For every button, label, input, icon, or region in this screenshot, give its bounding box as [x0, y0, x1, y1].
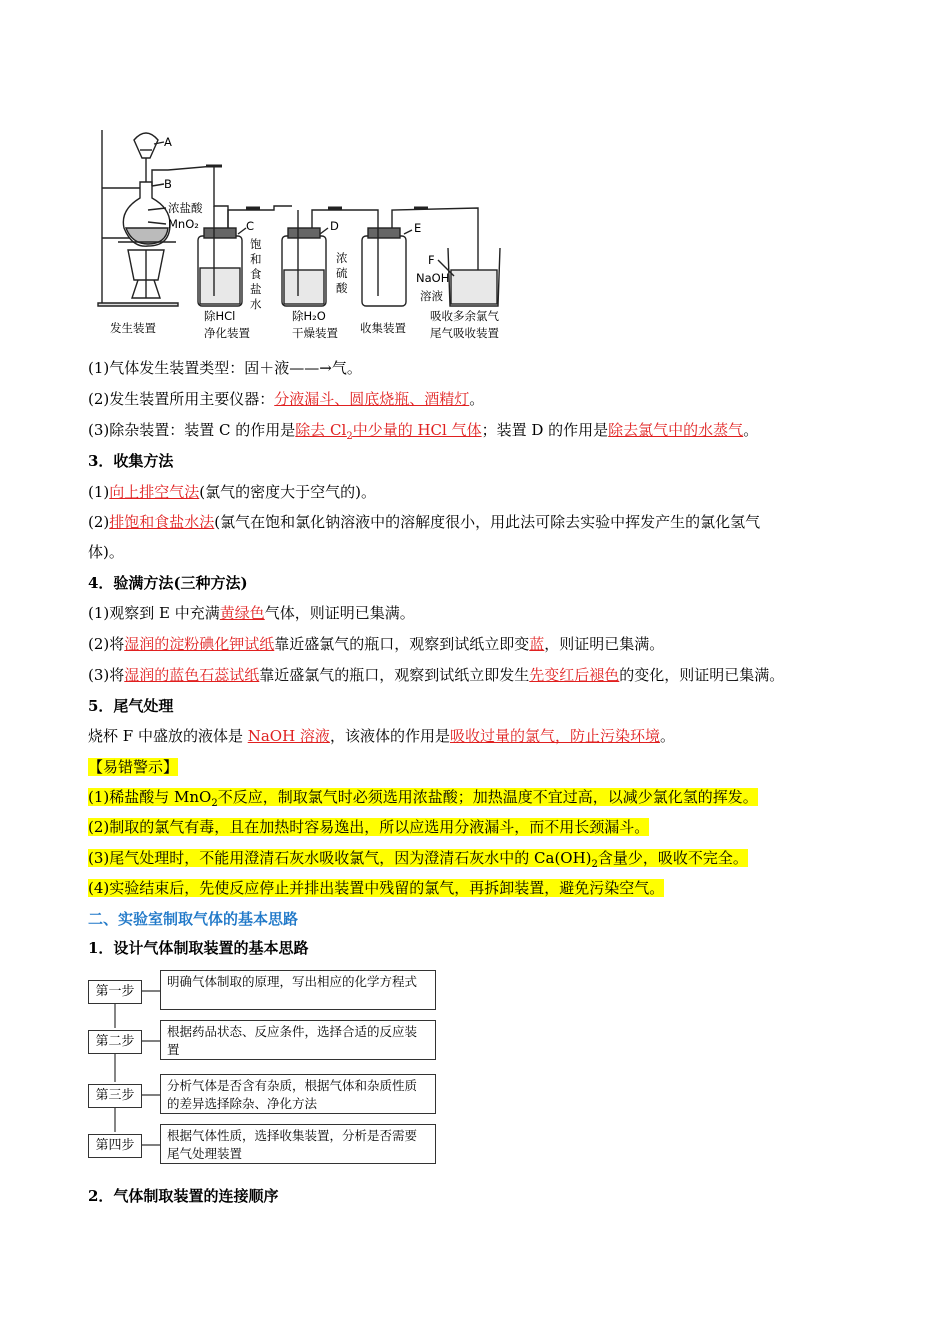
label-f: F — [428, 253, 435, 267]
label-solution: 溶液 — [420, 289, 443, 303]
sub-1-title: 1．设计气体制取装置的基本思路 — [88, 939, 309, 957]
v3-mid: 靠近盛氯气的瓶口，观察到试纸立即发生 — [259, 666, 530, 684]
v3-prefix: (3)将 — [88, 666, 125, 684]
t1-answer2: 吸收过量的氯气，防止污染环境 — [449, 727, 660, 745]
q1-line — [88, 358, 362, 378]
v2-line — [88, 634, 664, 654]
section-5-title: 5．尾气处理 — [88, 697, 174, 715]
c2-line — [88, 512, 760, 532]
caption-gen: 发生装置 — [110, 321, 156, 335]
flow-step-2: 第二步 — [88, 1030, 142, 1054]
warning-2: (2)制取的氯气有毒，且在加热时容易逸出，所以应选用分液漏斗，而不用长颈漏斗。 — [88, 818, 650, 836]
warning-title: 【易错警示】 — [88, 758, 179, 776]
label-sat-5: 水 — [250, 297, 262, 311]
label-h2so4-1: 浓 — [336, 251, 348, 265]
q3-answer1a: 除去 Cl — [295, 421, 347, 439]
q3-prefix: (3)除杂装置：装置 C 的作用是 — [88, 421, 296, 439]
caption-remove-hcl: 除HCl — [204, 309, 236, 323]
label-naoh: NaOH — [416, 271, 450, 285]
q3-line — [88, 420, 758, 447]
t1-answer1: NaOH 溶液 — [247, 727, 330, 745]
q3-answer2: 除去氯气中的水蒸气 — [608, 421, 744, 439]
t1-prefix: 烧杯 F 中盛放的液体是 — [88, 727, 248, 745]
q3-answer1b: 中少量的 HCl 气体 — [352, 421, 482, 439]
t1-mid: ，该液体的作用是 — [329, 727, 450, 745]
section-3-title: 3．收集方法 — [88, 452, 174, 470]
label-h2so4-3: 酸 — [336, 281, 348, 295]
c1-suffix: (氯气的密度大于空气的)。 — [199, 483, 376, 501]
label-d: D — [330, 219, 339, 233]
warning-1sub: 2 — [211, 798, 218, 809]
label-sat-1: 饱 — [250, 237, 262, 251]
label-mno2: MnO₂ — [168, 217, 199, 231]
warning-1b: 不反应，制取氯气时必须选用浓盐酸；加热温度不宜过高，以减少氯化氢的挥发。 — [217, 788, 758, 806]
t1-suffix: 。 — [659, 727, 675, 745]
section-4-title: 4．验满方法(三种方法) — [88, 574, 248, 592]
v2-prefix: (2)将 — [88, 635, 125, 653]
flow-desc-4: 根据气体性质，选择收集装置，分析是否需要尾气处理装置 — [160, 1124, 436, 1164]
v2-answer1: 湿润的淀粉碘化钾试纸 — [124, 635, 275, 653]
c2-suffix: (氯气在饱和氯化钠溶液中的溶解度很小，用此法可除去实验中挥发产生的氯化氢气 — [214, 513, 761, 531]
t1-line — [88, 726, 675, 746]
warning-1a: (1)稀盐酸与 MnO — [88, 788, 212, 806]
warning-4-line — [88, 878, 664, 898]
v1-line — [88, 603, 415, 623]
label-conc-hcl: 浓盐酸 — [168, 201, 203, 215]
v3-answer1: 湿润的蓝色石蕊试纸 — [124, 666, 260, 684]
c1-line — [88, 482, 376, 502]
label-e: E — [414, 221, 422, 235]
caption-absorb: 吸收多余氯气 — [430, 309, 499, 323]
q3-mid: ；装置 D 的作用是 — [481, 421, 609, 439]
c2-cont: 体)。 — [88, 543, 124, 561]
v3-suffix: 的变化，则证明已集满。 — [619, 666, 785, 684]
warning-1-line — [88, 787, 758, 814]
v3-line — [88, 665, 784, 685]
v1-prefix: (1)观察到 E 中充满 — [88, 604, 220, 622]
caption-purify: 净化装置 — [204, 326, 250, 340]
c2-prefix: (2) — [88, 513, 110, 531]
c1-answer: 向上排空气法 — [109, 483, 200, 501]
sub-2-title: 2．气体制取装置的连接顺序 — [88, 1187, 279, 1205]
warning-3b: 含量少，吸收不完全。 — [597, 849, 748, 867]
caption-remove-h2o: 除H₂O — [292, 309, 326, 323]
warning-3sub: 2 — [591, 859, 598, 870]
v1-suffix: 气体，则证明已集满。 — [264, 604, 415, 622]
label-c: C — [246, 219, 255, 233]
label-sat-2: 和 — [250, 252, 262, 266]
q1-suffix: 气。 — [331, 359, 362, 377]
c2-answer: 排饱和食盐水法 — [109, 513, 215, 531]
caption-collect: 收集装置 — [360, 321, 406, 335]
flow-step-1: 第一步 — [88, 980, 142, 1004]
warning-title-line — [88, 757, 178, 777]
warning-3-line — [88, 848, 748, 875]
label-a: A — [164, 135, 172, 149]
section-2-title: 二、实验室制取气体的基本思路 — [88, 910, 299, 928]
q1-prefix: (1)气体发生装置类型：固＋液 — [88, 359, 290, 377]
q1-arrow: ——→ — [289, 359, 332, 377]
design-flow-diagram — [88, 966, 448, 1176]
label-sat-3: 食 — [250, 267, 262, 281]
q2-suffix: 。 — [469, 390, 485, 408]
v2-suffix: ，则证明已集满。 — [544, 635, 665, 653]
warning-4: (4)实验结束后，先使反应停止并排出装置中残留的氯气，再拆卸装置，避免污染空气。 — [88, 879, 665, 897]
q3-answer1sub: 2 — [346, 431, 353, 442]
flow-desc-1: 明确气体制取的原理，写出相应的化学方程式 — [160, 970, 436, 1010]
caption-dry: 干燥装置 — [292, 326, 338, 340]
caption-tail: 尾气吸收装置 — [430, 326, 499, 340]
label-b: B — [164, 177, 172, 191]
v2-answer2: 蓝 — [529, 635, 545, 653]
q2-prefix: (2)发生装置所用主要仪器： — [88, 390, 275, 408]
warning-2-line — [88, 817, 649, 837]
flow-desc-3: 分析气体是否含有杂质，根据气体和杂质性质的差异选择除杂、净化方法 — [160, 1074, 436, 1114]
q2-answer: 分液漏斗、圆底烧瓶、酒精灯 — [274, 390, 470, 408]
c1-prefix: (1) — [88, 483, 110, 501]
apparatus-figure — [88, 120, 528, 350]
v1-answer: 黄绿色 — [219, 604, 265, 622]
flow-step-4: 第四步 — [88, 1134, 142, 1158]
label-sat-4: 盐 — [250, 282, 262, 296]
q3-suffix: 。 — [743, 421, 759, 439]
q2-line — [88, 389, 484, 409]
v3-answer2: 先变红后褪色 — [529, 666, 620, 684]
label-h2so4-2: 硫 — [336, 266, 348, 280]
v2-mid: 靠近盛氯气的瓶口，观察到试纸立即变 — [274, 635, 530, 653]
flow-step-3: 第三步 — [88, 1084, 142, 1108]
flow-desc-2: 根据药品状态、反应条件，选择合适的反应装置 — [160, 1020, 436, 1060]
warning-3a: (3)尾气处理时，不能用澄清石灰水吸收氯气，因为澄清石灰水中的 Ca(OH) — [88, 849, 592, 867]
